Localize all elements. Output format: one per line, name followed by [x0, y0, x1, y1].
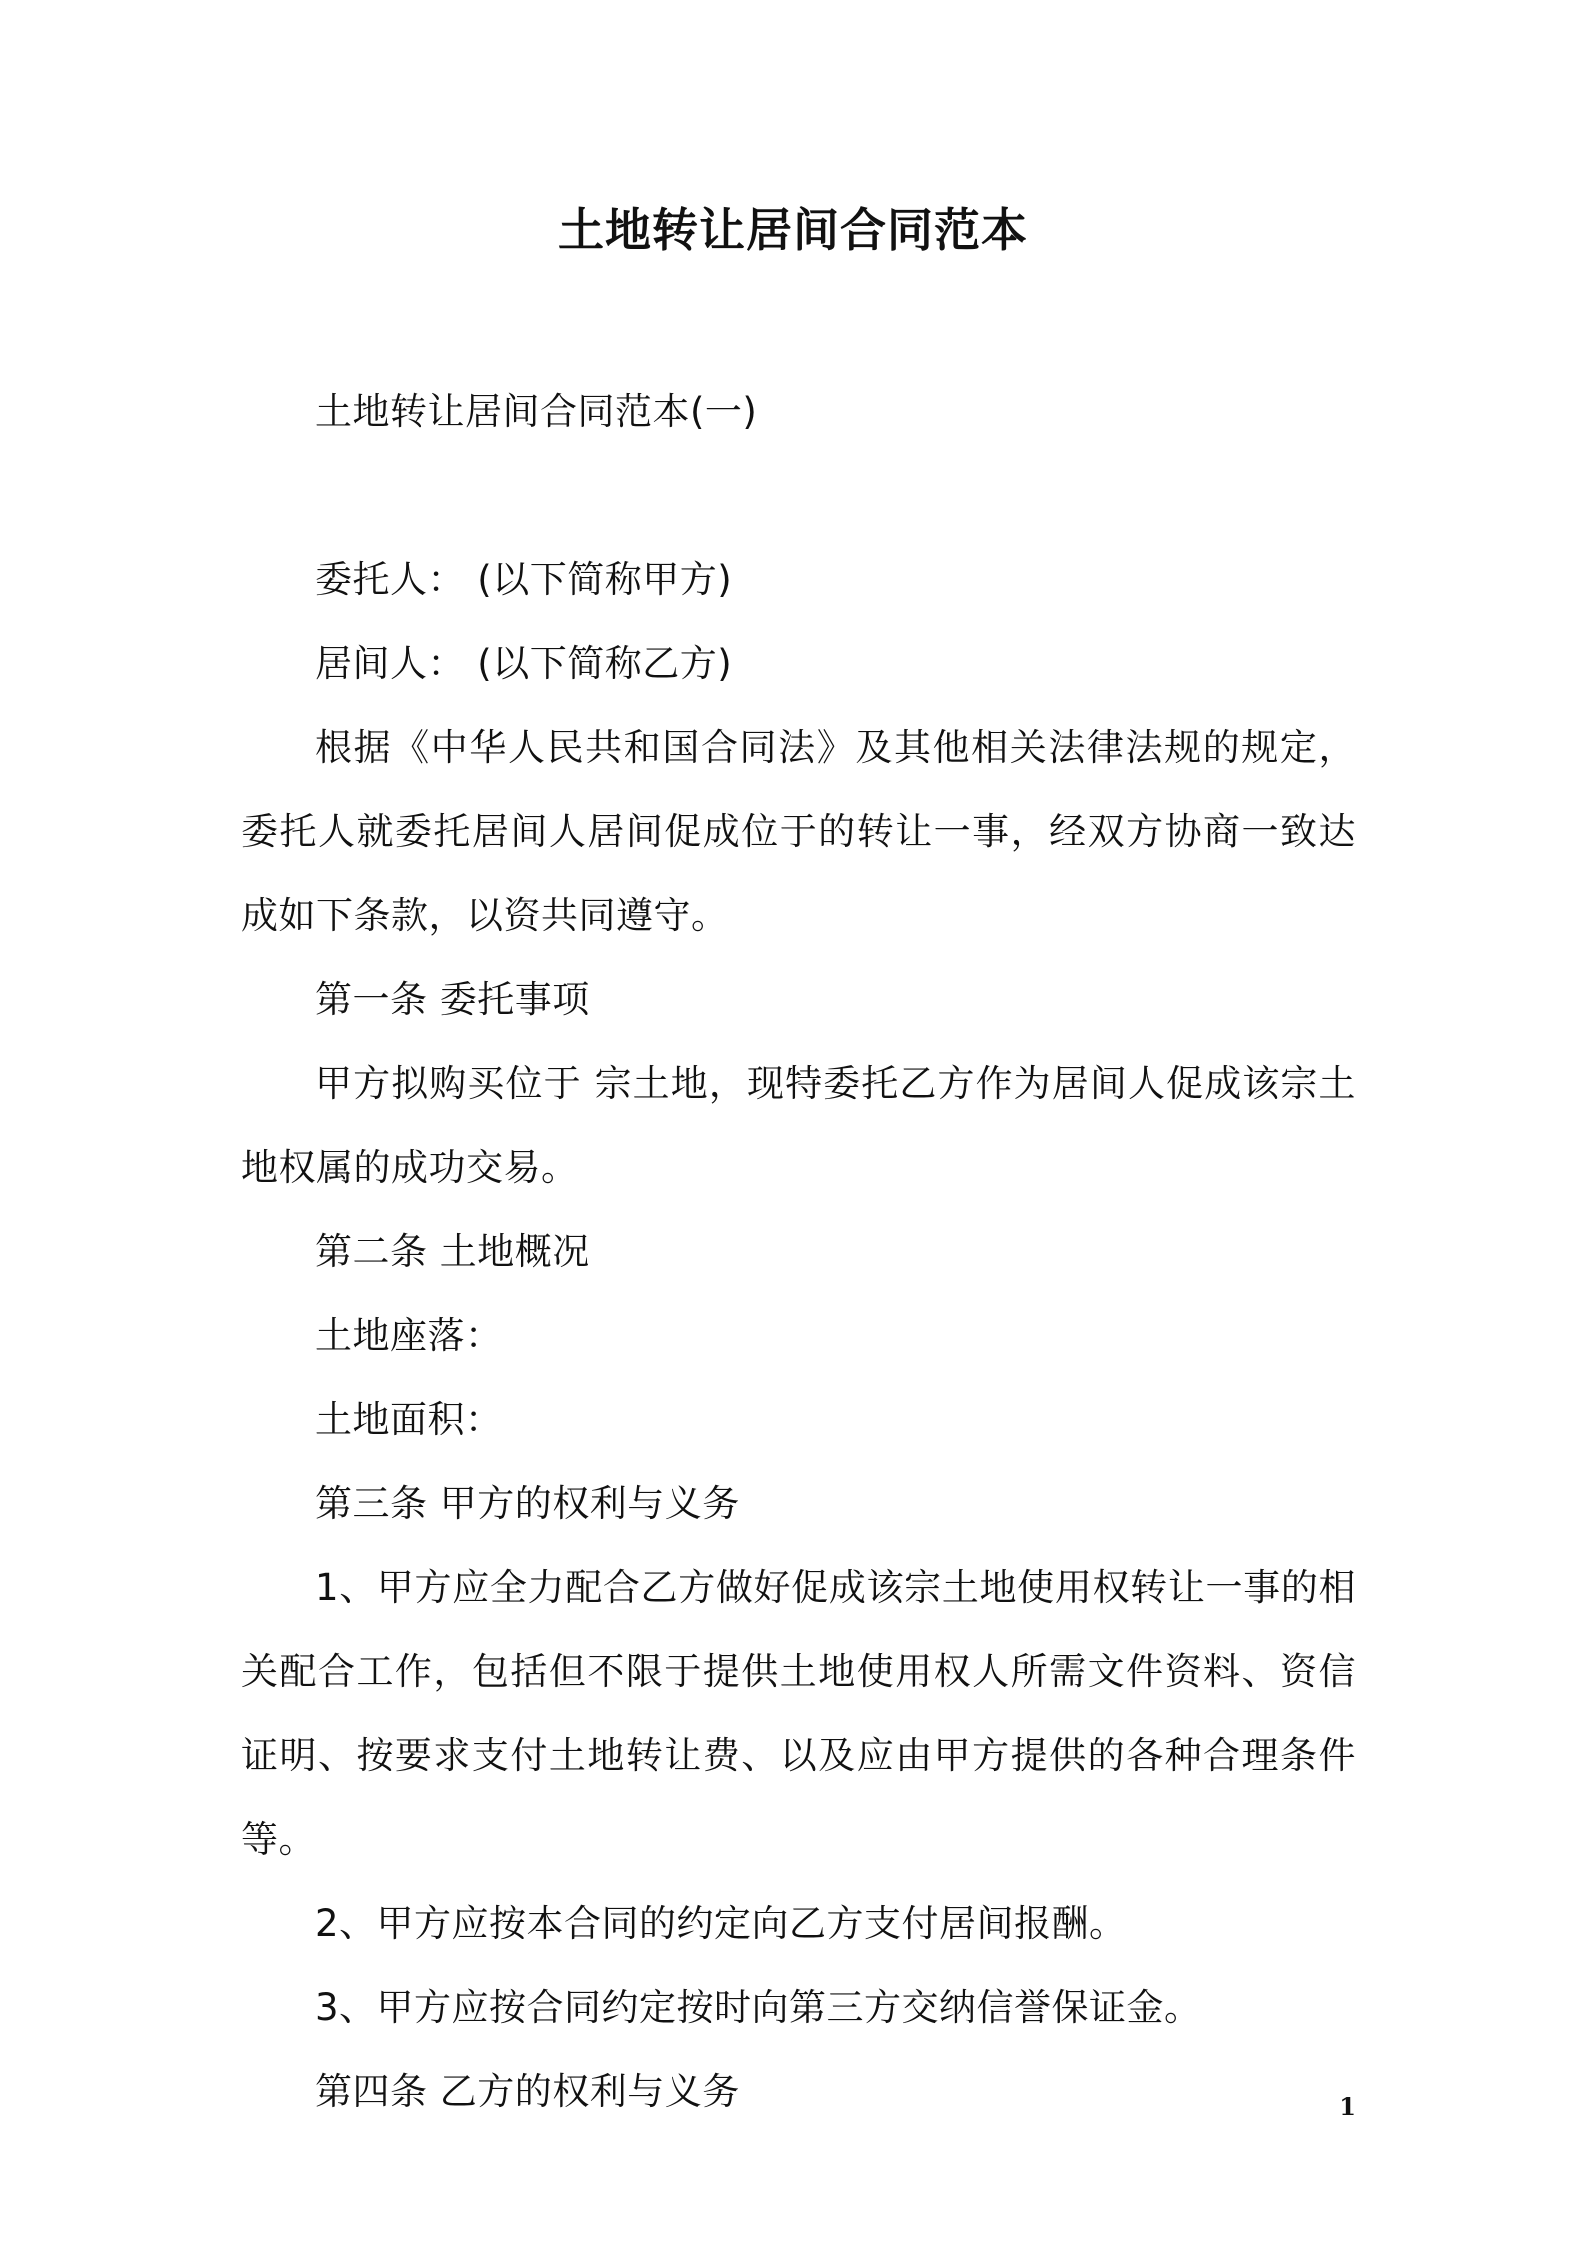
article-2-heading: 第二条 土地概况	[315, 1230, 590, 1273]
article-4-heading: 第四条 乙方的权利与义务	[315, 2070, 740, 2113]
land-location-line: 土地座落：	[315, 1314, 503, 1357]
party-b-line: 居间人： (以下简称乙方)	[315, 642, 733, 685]
article-3-item-2: 2、甲方应按本合同的约定向乙方支付居间报酬。	[315, 1902, 1127, 1945]
preamble-paragraph: 根据《中华人民共和国合同法》及其他相关法律法规的规定，委托人就委托居间人居间促成位于的转让一事，经双方协商一致达成如下条款，以资共同遵守。	[241, 726, 1356, 937]
party-a-line: 委托人： (以下简称甲方)	[315, 558, 733, 601]
page-number: 1	[1339, 2092, 1356, 2121]
article-3-item-1: 1、甲方应全力配合乙方做好促成该宗土地使用权转让一事的相关配合工作，包括但不限于提供土地使用权人所需文件资料、资信证明、按要求支付土地转让费、以及应由甲方提供的各种合理条件等。	[241, 1566, 1356, 1861]
subtitle-paragraph: 土地转让居间合同范本(一)	[315, 390, 758, 433]
article-3-heading: 第三条 甲方的权利与义务	[315, 1482, 740, 1525]
article-3-item-3: 3、甲方应按合同约定按时向第三方交纳信誉保证金。	[315, 1986, 1202, 2029]
document-body	[241, 370, 1356, 2134]
land-area-line: 土地面积：	[315, 1398, 503, 1441]
document-title: 土地转让居间合同范本	[558, 203, 1028, 257]
article-1-body: 甲方拟购买位于 宗土地，现特委托乙方作为居间人促成该宗土地权属的成功交易。	[241, 1062, 1356, 1189]
article-1-heading: 第一条 委托事项	[315, 978, 590, 1021]
